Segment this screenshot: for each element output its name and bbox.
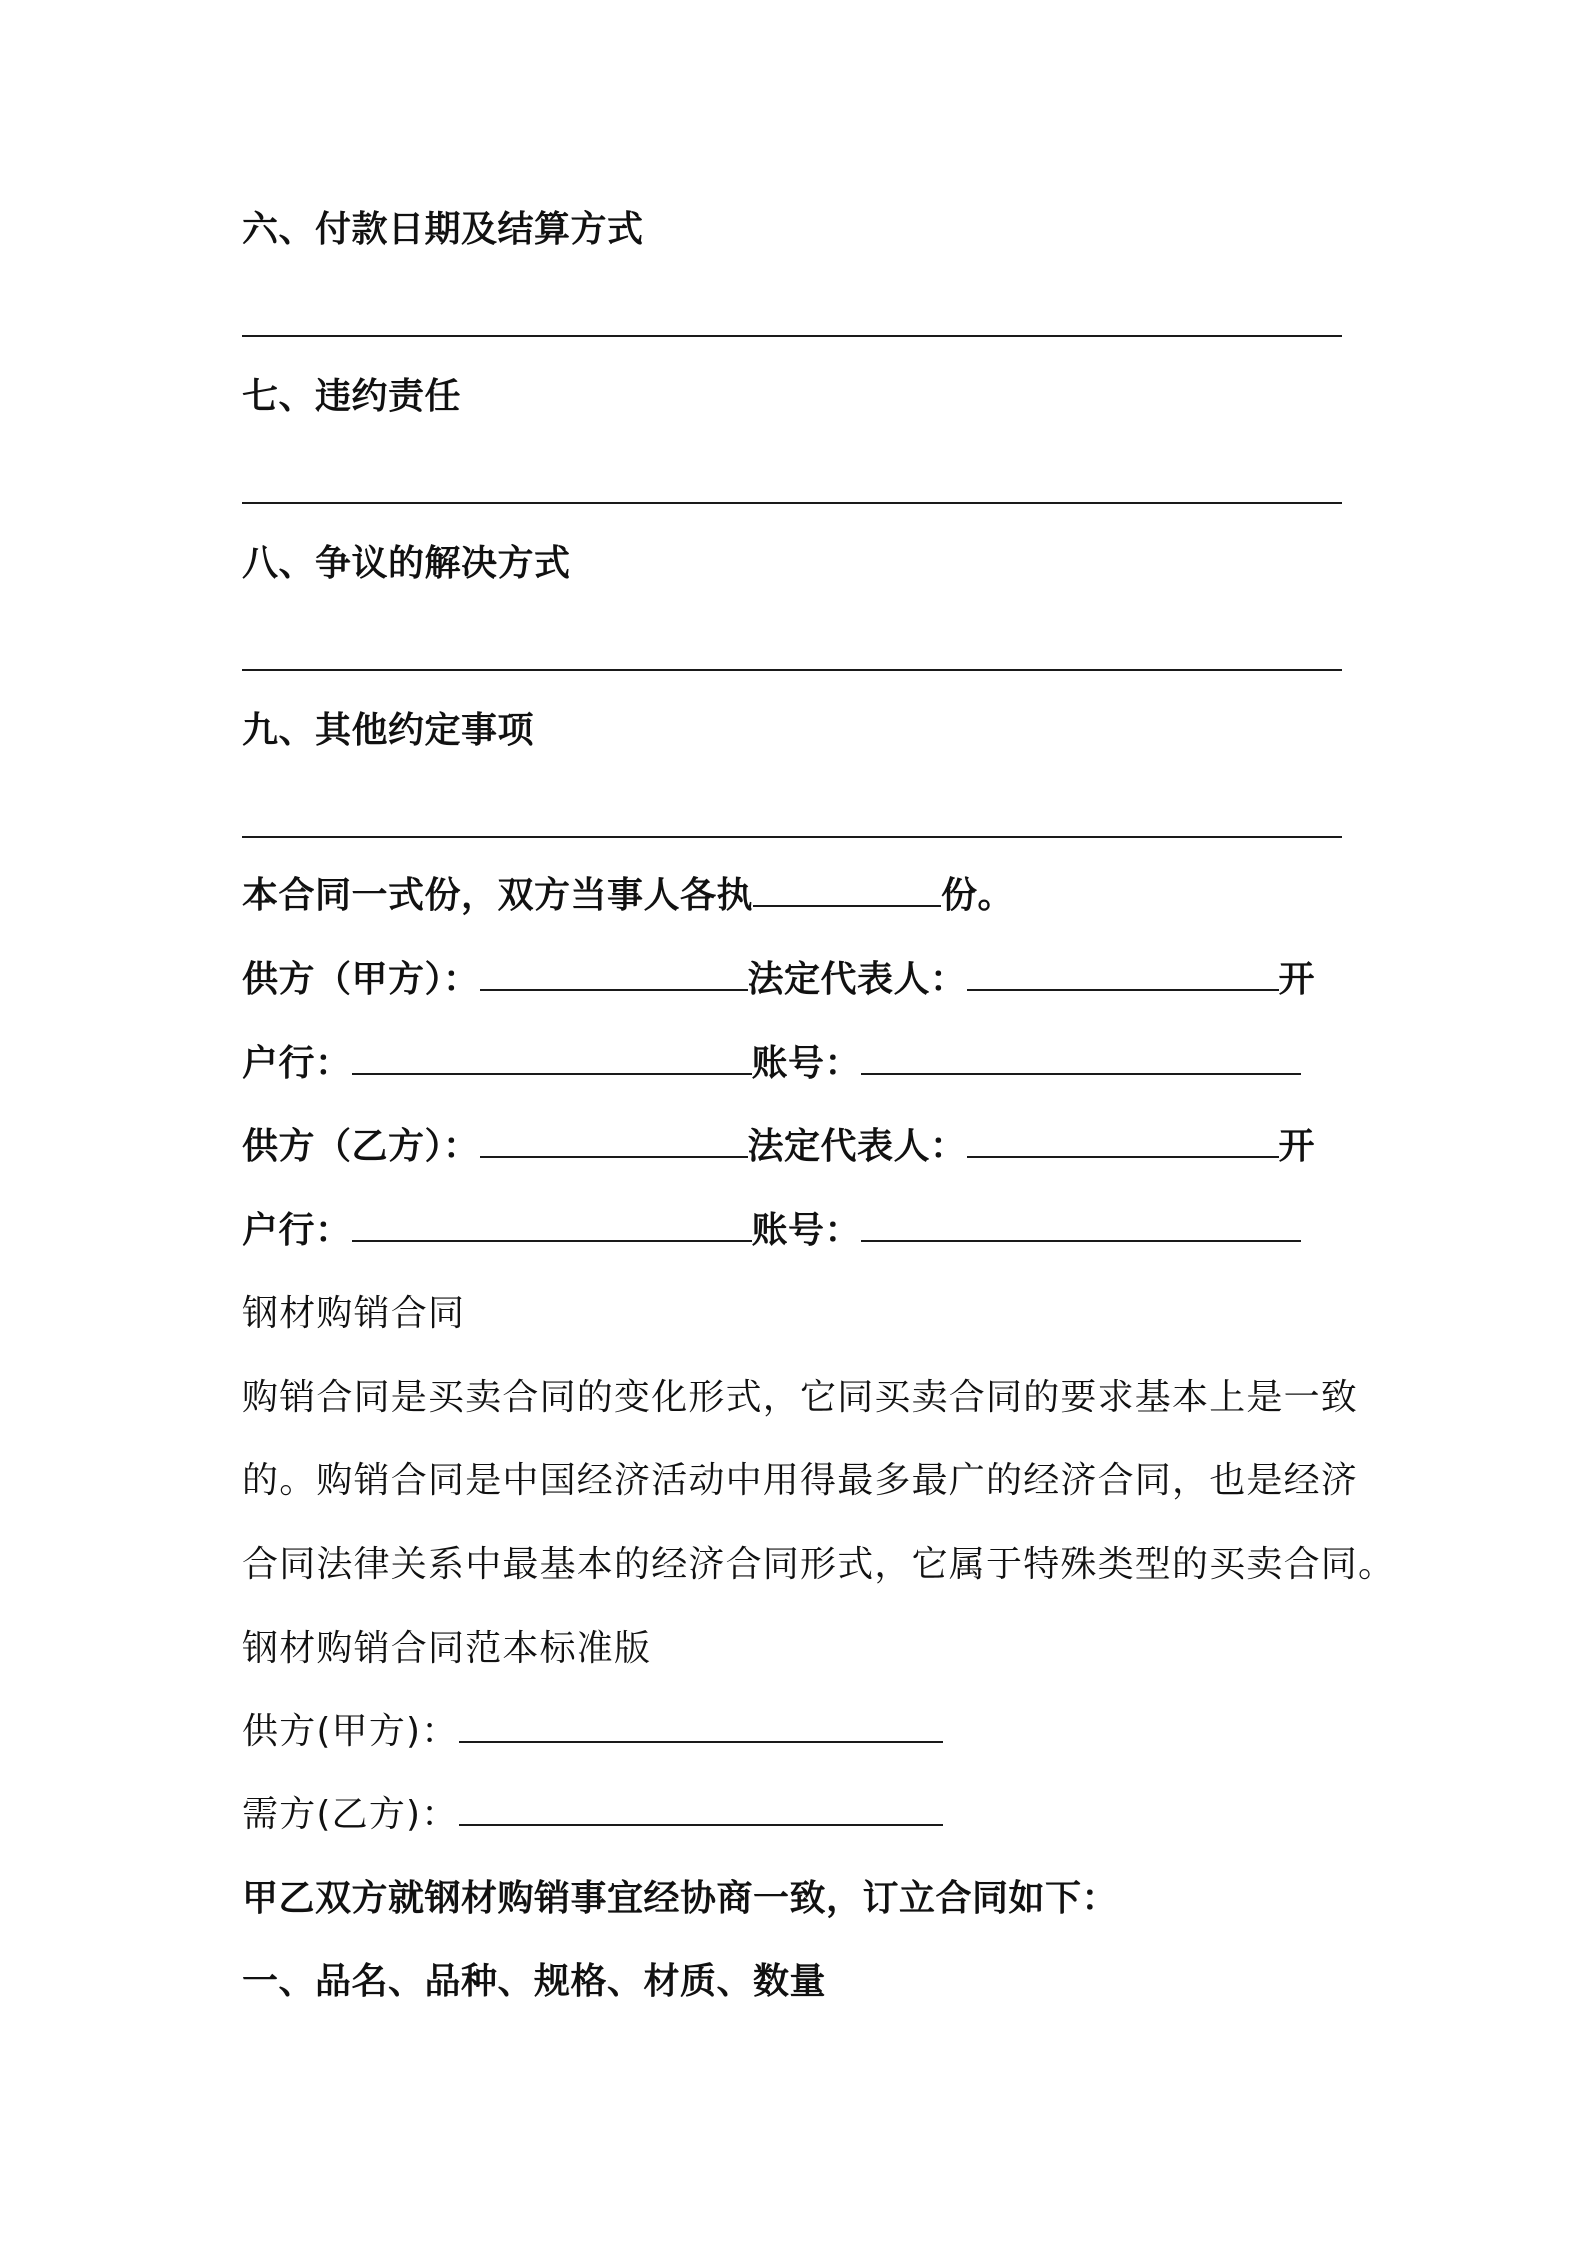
party-b-name-blank [480, 1126, 748, 1158]
party-b-account-blank [861, 1210, 1301, 1242]
template-buyer-label: 需方(乙方)： [242, 1794, 459, 1835]
article-paragraph-line-1: 购销合同是买卖合同的变化形式，它同买卖合同的要求基本上是一致 [242, 1377, 1359, 1418]
fill-in-rule-dispute [242, 669, 1342, 671]
party-a-supplier-label: 供方（甲方）： [242, 959, 480, 1000]
template-supplier-line [242, 1708, 943, 1756]
fill-in-rule-other [242, 836, 1342, 838]
section-heading-other: 九、其他约定事项 [242, 710, 535, 751]
agreement-line: 甲乙双方就钢材购销事宜经协商一致，订立合同如下： [242, 1878, 1119, 1919]
party-b-bank-label: 户行： [242, 1210, 352, 1251]
party-a-name-blank [480, 959, 748, 991]
template-buyer-blank [459, 1794, 943, 1826]
section-heading-dispute: 八、争议的解决方式 [242, 543, 571, 584]
party-b-account-label: 账号： [751, 1210, 862, 1251]
article-title: 钢材购销合同 [242, 1293, 466, 1334]
party-a-open-char: 开 [1278, 959, 1316, 1000]
template-title: 钢材购销合同范本标准版 [242, 1628, 652, 1669]
copies-line [242, 872, 1014, 920]
party-a-legal-rep-label: 法定代表人： [747, 959, 967, 1000]
template-supplier-label: 供方(甲方)： [242, 1711, 459, 1752]
party-a-account-label: 账号： [751, 1043, 862, 1084]
party-b-legal-rep-label: 法定代表人： [747, 1126, 967, 1167]
section-heading-liability: 七、违约责任 [242, 376, 462, 417]
copies-count-blank [753, 875, 941, 907]
party-a-account-blank [861, 1043, 1301, 1075]
article-paragraph-line-2: 的。购销合同是中国经济活动中用得最多最广的经济合同，也是经济 [242, 1460, 1359, 1501]
party-b-bank-blank [352, 1210, 752, 1242]
party-b-supplier-label: 供方（乙方）： [242, 1126, 480, 1167]
party-a-bank-line [242, 1040, 1301, 1088]
fill-in-rule-payment [242, 335, 1342, 337]
party-b-supplier-line [242, 1123, 1315, 1171]
copies-text-after: 份。 [941, 875, 1015, 916]
template-buyer-line [242, 1791, 943, 1839]
item-one-heading: 一、品名、品种、规格、材质、数量 [242, 1961, 827, 2002]
party-b-bank-line [242, 1207, 1301, 1255]
party-a-legal-rep-blank [967, 959, 1279, 991]
article-paragraph-line-3: 合同法律关系中最基本的经济合同形式，它属于特殊类型的买卖合同。 [242, 1544, 1396, 1585]
fill-in-rule-liability [242, 502, 1342, 504]
section-heading-payment: 六、付款日期及结算方式 [242, 209, 644, 250]
party-a-bank-blank [352, 1043, 752, 1075]
copies-text-before: 本合同一式份，双方当事人各执 [242, 875, 754, 916]
party-a-bank-label: 户行： [242, 1043, 352, 1084]
template-supplier-blank [459, 1711, 943, 1743]
party-a-supplier-line [242, 956, 1315, 1004]
party-b-open-char: 开 [1278, 1126, 1316, 1167]
party-b-legal-rep-blank [967, 1126, 1279, 1158]
